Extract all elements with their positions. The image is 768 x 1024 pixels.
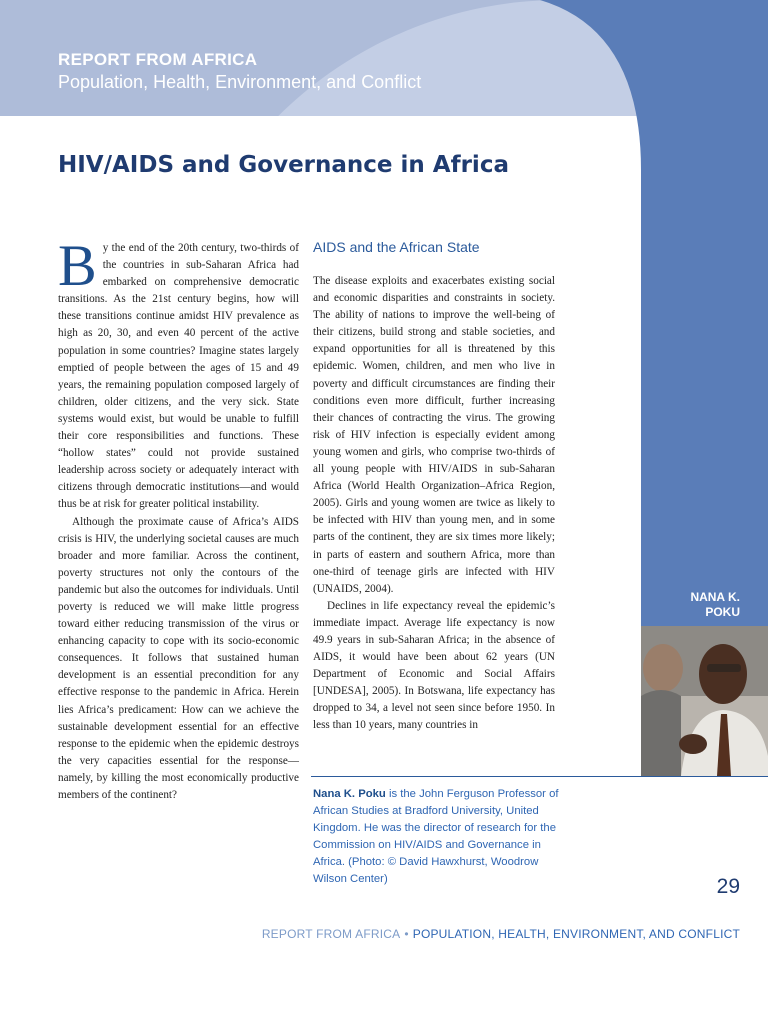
article-title: HIV/AIDS and Governance in Africa (58, 152, 509, 178)
author-name-line-1: NANA K. (690, 590, 740, 604)
section-heading: AIDS and the African State (313, 239, 480, 255)
author-caption (313, 786, 568, 888)
author-name-line-2: POKU (705, 605, 740, 619)
page-number: 29 (716, 875, 740, 898)
footer-bullet: • (404, 927, 409, 941)
author-name-label (641, 590, 740, 620)
right-paragraph-1: The disease exploits and exacerbates existing social and economic disparities and constraints in society. The ability of nations to improve the well-being of their citizens, build strong and stable societies, and expand opportunities for all is threatened by this epidemic. Women, children, and men who live in poverty and difficult circumstances are finding their conditions even more difficult, further increasing their chances of contracting the virus. The growing risk of HIV infection is especially evident among young women and girls, who comprise two-thirds of all young people with HIV/AIDS in sub-Saharan Africa (World Health Organization–Africa Region, 2005). Girls and young women are twice as likely to be infected with HIV than young men, and in some parts of the continent, they are six times more likely; in parts of eastern and southern Africa, more than one-third of teenage girls are infected with HIV (UNAIDS, 2004). (313, 275, 555, 595)
left-paragraph-1 (58, 233, 299, 514)
author-photo (641, 626, 768, 776)
right-column (313, 273, 555, 735)
caption-text: is the John Ferguson Professor of African Studies at Bradford University, United Kingdom. He was the director of research for the Commission on HIV/AIDS and Governance in Africa. (Photo: © David Hawxhurst, Woodrow Wilson Center) (313, 788, 559, 885)
header-kicker: REPORT FROM AFRICA (58, 50, 258, 69)
left-paragraph-2: Although the proximate cause of Africa’s AIDS crisis is HIV, the underlying societal causes are much broader and more familiar. Across the continent, poverty structures not only the contours of the pandemic but also the outcomes for individuals. Until poverty is reduced we will make little progress toward either reducing transmission of the virus or enhancing capacity to cope with its socio-economic consequences. It follows that sustained human development is an essential precondition for any effective response to the pandemic in Africa. Herein lies Africa’s predicament: How can we achieve the sustainable development essential for an effective response to the epidemic when the epidemic destroys the very capacities essential for the response—namely, by killing the most economically productive members of the continent? (58, 515, 299, 801)
header-subtitle: Population, Health, Environment, and Conflict (58, 72, 422, 92)
footer-left: REPORT FROM AFRICA (261, 927, 401, 941)
caption-rule (311, 776, 768, 777)
right-paragraph-2: Declines in life expectancy reveal the epidemic’s immediate impact. Average life expectancy is now 49.9 years in sub-Saharan Africa; in the absence of AIDS, it would have been about 62 years (UN Department of Economic and Social Affairs [UNDESA], 2005). In Botswana, life expectancy has dropped to 34, a level not seen since before 1950. In less than 10 years, many countries in (313, 599, 555, 732)
footer-right: POPULATION, HEALTH, ENVIRONMENT, AND CONFLICT (412, 927, 740, 941)
running-footer (200, 927, 740, 941)
caption-author-name: Nana K. Poku (313, 788, 386, 800)
drop-cap: B (58, 233, 97, 298)
left-column (58, 233, 299, 804)
left-paragraph-1-text: y the end of the 20th century, two-thirds of the countries in sub-Saharan Africa had embarked on comprehensive democratic transitions. As the 21st century begins, how will these transitions continue amidst HIV prevalence as high as 20, 30, and even 40 percent of the active population in some countries? Imagine states largely emptied of people between the ages of 15 and 49 years, the remaining population composed largely of children, older citizens, and the very sick. State systems would exist, but would be unable to fulfill their core responsibilities and functions. These “hollow states” could not provide sustained leadership across society or adequately interact with citizens through democratic institutions—and would thus be at risk for greater political instability. (58, 242, 299, 511)
